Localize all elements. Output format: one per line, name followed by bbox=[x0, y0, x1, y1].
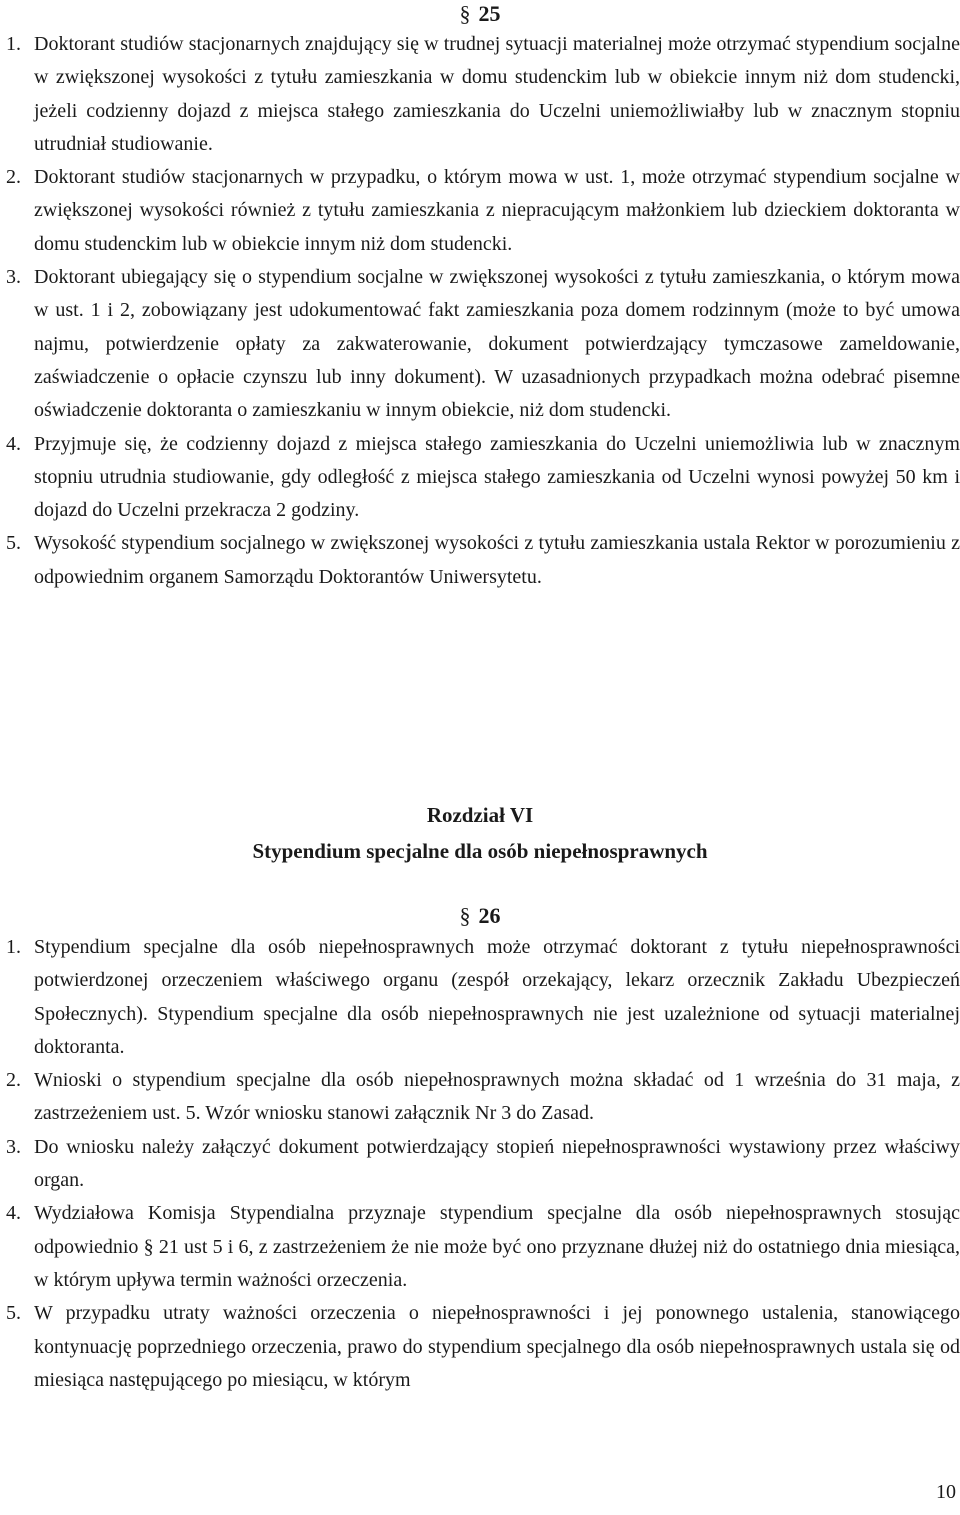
paragraph-text: Wysokość stypendium socjalnego w zwiększonej wysokości z tytułu zamieszkania ustala Rektor w porozumieniu z odpowiednim organem Samorządu Doktorantów Uniwersytetu. bbox=[34, 532, 960, 588]
chapter-title: Rozdział VI bbox=[426, 803, 534, 827]
chapter-heading bbox=[0, 797, 960, 869]
paragraph-text: Doktorant studiów stacjonarnych znajdujący się w trudnej sytuacji materialnej może otrzymać stypendium socjalne w zwiększonej wysokości z tytułu zamieszkania w domu studenckim lub w obiekcie innym niż dom studencki, jeżeli codzienny dojazd z miejsca stałego zamieszkania do Uczelni uniemożliwiałby lub w znacznym stopniu utrudniał studiowanie. bbox=[34, 33, 960, 155]
chapter-subtitle: Stypendium specjalne dla osób niepełnosprawnych bbox=[252, 839, 708, 863]
section-26 bbox=[0, 904, 960, 928]
section-symbol: § bbox=[459, 1, 471, 26]
paragraph-text: Doktorant studiów stacjonarnych w przypadku, o którym mowa w ust. 1, może otrzymać stypendium socjalne w zwiększonej wysokości również z tytułu zamieszkania z niepracującym małżonkiem lub dzieckiem doktoranta w domu studenckim lub w obiekcie innym niż dom studencki. bbox=[34, 166, 960, 255]
section-26-heading bbox=[0, 904, 960, 928]
paragraph bbox=[0, 931, 960, 1064]
paragraph-number: 4. bbox=[6, 1202, 21, 1225]
paragraph bbox=[0, 1297, 960, 1397]
paragraph bbox=[0, 1197, 960, 1297]
paragraph bbox=[0, 1131, 960, 1198]
section-number: 26 bbox=[478, 903, 501, 928]
paragraph-number: 4. bbox=[6, 432, 21, 455]
paragraph-number: 3. bbox=[6, 266, 21, 289]
paragraph-number: 1. bbox=[6, 33, 21, 55]
paragraph-number: 2. bbox=[6, 166, 21, 189]
page-number: 10 bbox=[936, 1481, 956, 1503]
section-26-paragraphs bbox=[0, 931, 960, 1397]
paragraph-text: Do wniosku należy załączyć dokument potwierdzający stopień niepełnosprawności wystawiony przez właściwy organ. bbox=[34, 1135, 960, 1192]
section-number: 25 bbox=[478, 1, 501, 26]
paragraph bbox=[0, 1064, 960, 1131]
paragraph-text: Stypendium specjalne dla osób niepełnosprawnych może otrzymać doktorant z tytułu niepełnosprawności potwierdzonej orzeczeniem właściwego organu (zespół orzekający, lekarz orzecznik Zakładu Ubezpieczeń Społecznych). Stypendium specjalne dla osób niepełnosprawnych nie jest uzależnione od sytuacji materialnej doktoranta. bbox=[34, 936, 960, 1058]
paragraph-number: 5. bbox=[6, 1302, 21, 1325]
paragraph-text: Doktorant ubiegający się o stypendium socjalne w zwiększonej wysokości z tytułu zamieszkania, o którym mowa w ust. 1 i 2, zobowiązany jest udokumentować fakt zamieszkania poza domem rodzinnym (może to być umowa najmu, potwierdzenie opłaty za zakwaterowanie, dokument potwierdzający tymczasowe zameldowanie, zaświadczenie o opłacie czynszu lub inny dokument). W uzasadnionych przypadkach można odebrać pisemne oświadczenie doktoranta o zamieszkaniu w innym obiekcie, niż dom studencki. bbox=[34, 266, 960, 422]
paragraph bbox=[0, 428, 960, 528]
paragraph-number: 3. bbox=[6, 1135, 21, 1158]
paragraph-text: Wydziałowa Komisja Stypendialna przyznaje stypendium specjalne dla osób niepełnosprawnych stosując odpowiednio § 21 ust 5 i 6, z zastrzeżeniem że nie może być ono przyznane dłużej niż do ostatniego dnia miesiąca, w którym upływa termin ważności orzeczenia. bbox=[34, 1202, 960, 1291]
paragraph bbox=[0, 28, 960, 161]
paragraph-number: 2. bbox=[6, 1069, 21, 1092]
section-25-paragraphs bbox=[0, 28, 960, 594]
paragraph-text: Przyjmuje się, że codzienny dojazd z miejsca stałego zamieszkania do Uczelni uniemożliwia lub w znacznym stopniu utrudnia studiowanie, gdy odległość z miejsca stałego zamieszkania od Uczelni wynosi powyżej 50 km i dojazd do Uczelni przekracza 2 godziny. bbox=[34, 432, 960, 522]
paragraph bbox=[0, 527, 960, 594]
paragraph-number: 5. bbox=[6, 532, 21, 555]
section-25 bbox=[0, 2, 960, 26]
paragraph-number: 1. bbox=[6, 936, 21, 958]
paragraph bbox=[0, 161, 960, 261]
paragraph bbox=[0, 261, 960, 427]
section-25-heading bbox=[0, 2, 960, 26]
paragraph-text: W przypadku utraty ważności orzeczenia o niepełnosprawności i jej ponownego ustalenia, stanowiącego kontynuację poprzedniego orzeczenia, prawo do stypendium specjalnego dla osób niepełnosprawnych ustala się od miesiąca następującego po miesiącu, w którym bbox=[34, 1302, 960, 1391]
paragraph-text: Wnioski o stypendium specjalne dla osób niepełnosprawnych można składać od 1 września do 31 maja, z zastrzeżeniem ust. 5. Wzór wniosku stanowi załącznik Nr 3 do Zasad. bbox=[34, 1069, 960, 1125]
section-symbol: § bbox=[459, 903, 471, 928]
